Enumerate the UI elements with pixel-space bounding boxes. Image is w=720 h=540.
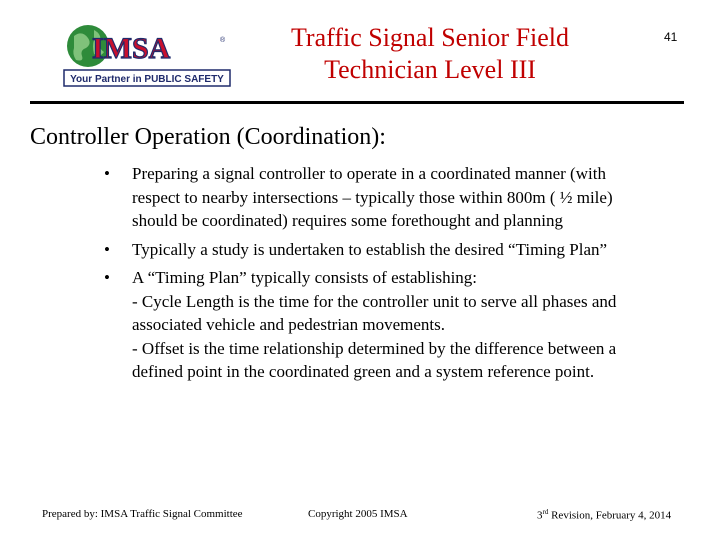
sub-item-cycle-length: - Cycle Length is the time for the controller unit to serve all phases and associated vehicle and pedestrian movements. — [132, 291, 617, 334]
bullet-icon: • — [104, 239, 110, 259]
bullet-icon: • — [104, 164, 110, 183]
slide-title — [250, 22, 610, 86]
logo-tagline: Your Partner in PUBLIC SAFETY — [70, 74, 224, 85]
title-line-1: Traffic Signal Senior Field — [290, 23, 570, 52]
imsa-logo — [62, 22, 232, 88]
bullet-text: Preparing a signal controller to operate in a coordinated manner (with respect to nearby intersections – typically those within 800m ( ½ mile) should be coordinated) requires some forethought and planning — [132, 164, 613, 230]
bullet-text: A “Timing Plan” typically consists of establishing: — [132, 268, 478, 287]
bullet-item — [96, 238, 636, 262]
page-number: 41 — [664, 30, 678, 44]
bullet-item — [96, 162, 636, 233]
section-heading: Controller Operation (Coordination): — [30, 124, 386, 150]
sub-item-offset: - Offset is the time relationship determined by the difference between a defined point in the coordinated green and a system reference point. — [132, 338, 617, 381]
footer-prepared-by: Prepared by: IMSA Traffic Signal Committee — [42, 508, 243, 520]
footer-revision: 3rd Revision, February 4, 2014 — [537, 508, 672, 522]
bullet-list — [96, 162, 636, 389]
imsa-wordmark: IMSA — [92, 32, 171, 65]
header-divider — [30, 101, 684, 104]
bullet-text: Typically a study is undertaken to establish the desired “Timing Plan” — [132, 239, 608, 259]
footer-copyright: Copyright 2005 IMSA — [308, 508, 408, 520]
bullet-icon: • — [104, 268, 110, 287]
svg-text:®: ® — [220, 37, 226, 44]
title-line-2: Technician Level III — [324, 55, 536, 84]
bullet-item — [96, 266, 636, 384]
